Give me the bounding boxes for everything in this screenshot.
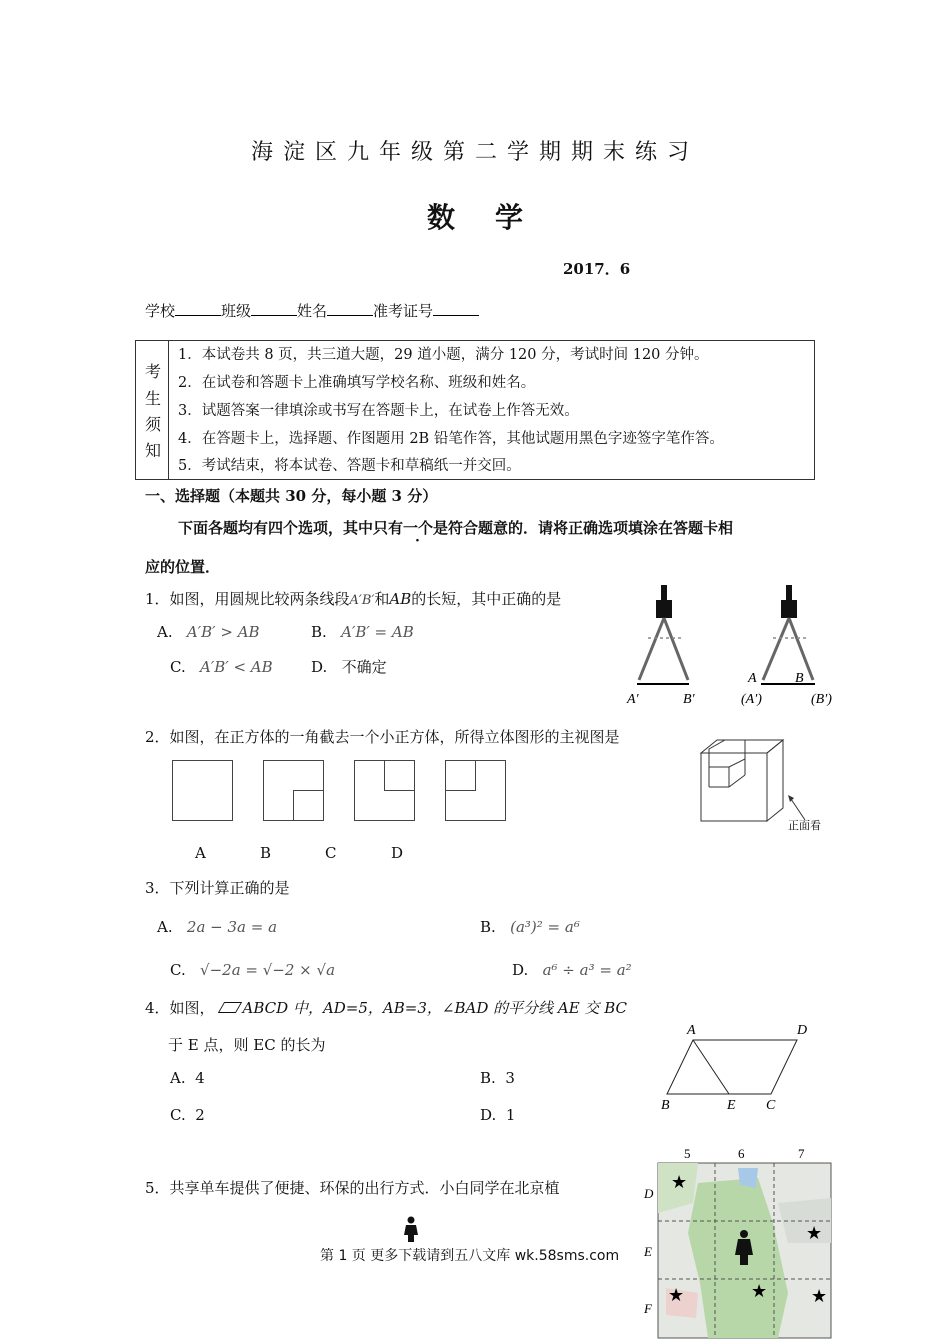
q1-option-a[interactable] [157,623,260,641]
info-fields [145,300,479,321]
option-label: A. [157,623,173,641]
q3-option-b[interactable] [480,918,580,936]
fig-label-c: C [766,1098,776,1113]
q2-option-a[interactable]: A [195,844,206,862]
fig-label-a: A [748,671,757,686]
star-icon: ★ [806,1223,823,1244]
star-icon: ★ [811,1286,828,1307]
option-text: A′B′ < AB [200,658,273,676]
instruction-emphasis: 一个 [403,519,434,537]
option-text: 2 [195,1106,205,1124]
q2-option-c[interactable]: C [325,844,337,862]
star-icon: ★ [751,1281,768,1302]
option-text: A′B′ = AB [341,623,414,641]
option-label: D. [512,961,529,979]
q1-stem [145,588,561,609]
q1-ab: AB [389,590,412,608]
q5-stem: 5．共享单车提供了便捷、环保的出行方式．小白同学在北京植 [145,1179,560,1197]
option-label: C. [170,961,186,979]
notice-label-char: 须 [145,415,162,434]
page-footer: 第 1 页 更多下载请到五八文库 wk.58sms.com [320,1248,620,1264]
parallelogram-icon [217,1002,241,1013]
option-text: a⁶ ÷ a³ = a² [542,961,632,979]
q1-option-b[interactable] [311,623,414,641]
star-icon: ★ [671,1172,688,1193]
q3-option-c[interactable] [170,961,335,979]
notice-item: 3．试题答案一律填涂或书写在答题卡上，在试卷上作答无效。 [178,403,579,419]
q4-option-a[interactable] [170,1069,205,1087]
fig-label-d: D [797,1023,808,1038]
view-direction-label: 正面看 [788,819,821,832]
exam-date: 2017．6 [563,260,631,278]
q4-option-b[interactable] [480,1069,515,1087]
q3-stem: 3．下列计算正确的是 [145,879,290,897]
exam-title: 海淀区九年级第二学期期末练习 [250,140,699,165]
instruction-text: 是符合题意的．请将正确选项填涂在答题卡相 [433,519,734,537]
notice-box [135,340,815,480]
fig-label-b: B [795,671,804,686]
person-icon [404,1216,418,1242]
q1-stem-text: 1．如图，用圆规比较两条线段 [145,590,350,608]
q2-option-b[interactable]: B [260,844,272,862]
option-text: √−2a = √−2 × √a [200,961,336,979]
q2-option-d[interactable]: D [391,844,404,862]
parallelogram-figure [655,1018,825,1118]
section-heading: 一、选择题（本题共 30 分，每小题 3 分） [145,487,438,505]
option-label: B. [480,918,496,936]
q3-option-d[interactable] [512,961,632,979]
option-text: 3 [505,1069,515,1087]
q1-stem-text: 的长短，其中正确的是 [411,590,562,608]
option-label: D. [480,1106,497,1124]
q1-stem-text: 和 [374,590,390,608]
field-school: 学校 [145,302,176,320]
q4-option-d[interactable] [480,1106,515,1124]
option-text: (a³)² = a⁶ [510,918,580,936]
notice-item: 2．在试卷和答题卡上准确填写学校名称、班级和姓名。 [178,375,536,391]
fig-label-a: A [687,1023,696,1038]
map-figure [638,1143,838,1341]
q1-segment: A′B′ [349,593,375,608]
map-row-label: E [644,1244,652,1259]
q1-option-c[interactable] [170,658,273,676]
cube-figure [695,735,835,835]
name-blank[interactable] [327,301,373,316]
q4-stem-cont: 于 E 点，则 EC 的长为 [168,1036,326,1054]
notice-item: 1．本试卷共 8 页，共三道大题，29 道小题，满分 120 分，考试时间 120 分钟。 [178,347,709,363]
instruction-text: 下面各题均有四个选项，其中只有 [178,519,404,537]
class-blank[interactable] [251,301,297,316]
q1-option-d[interactable] [311,656,387,677]
q4-option-c[interactable] [170,1106,205,1124]
option-label: A. [170,1069,186,1087]
id-blank[interactable] [433,301,479,316]
notice-item: 5．考试结束，将本试卷、答题卡和草稿纸一并交回。 [178,458,521,474]
instruction-continued: 应的位置． [145,558,221,576]
q2-view-b [263,760,324,821]
field-name: 姓名 [297,302,328,320]
q2-view-c [354,760,415,821]
option-label: A. [157,918,173,936]
option-label: C. [170,1106,186,1124]
option-text: 不确定 [341,658,387,676]
fig-label-b: B [661,1098,670,1113]
q2-view-a [172,760,233,821]
field-class: 班级 [221,302,252,320]
map-row-label: D [644,1186,654,1201]
option-label: D. [311,658,328,676]
q3-option-a[interactable] [157,918,277,936]
fig-label-e: E [727,1098,736,1113]
field-id: 准考证号 [373,302,434,320]
notice-label-char: 知 [145,441,162,460]
subject-title: 数学 [426,201,563,234]
map-col-label: 7 [798,1146,805,1161]
option-text: 1 [505,1106,516,1124]
q2-view-d [445,760,506,821]
q4-stem-text: 4．如图， [145,999,215,1017]
q2-stem: 2．如图，在正方体的一角截去一个小正方体，所得立体图形的主视图是 [145,728,620,746]
q4-stem [145,997,627,1018]
option-label: B. [480,1069,496,1087]
star-icon: ★ [668,1285,685,1306]
notice-label [136,341,169,479]
map-col-label: 6 [738,1146,745,1161]
notice-label-char: 考 [145,362,162,381]
option-label: B. [311,623,327,641]
option-text: A′B′ > AB [186,623,260,641]
map-row-label: F [644,1301,652,1316]
school-blank[interactable] [175,301,221,316]
q4-stem-text: ABCD 中，AD=5，AB=3，∠BAD 的平分线 AE 交 BC [242,999,627,1017]
option-text: 4 [195,1069,205,1087]
option-text: 2a − 3a = a [186,918,278,936]
fig-label-a-prime: A′ [627,692,639,707]
fig-label-b-paren: (B′) [811,692,832,707]
option-label: C. [170,658,186,676]
map-col-label: 5 [684,1146,691,1161]
fig-label-b-prime: B′ [683,692,695,707]
section-instruction [178,517,733,538]
notice-label-char: 生 [145,389,162,408]
compass-figure [615,580,845,710]
fig-label-a-paren: (A′) [741,692,762,707]
notice-item: 4．在答题卡上，选择题、作图题用 2B 铅笔作答，其他试题用黑色字迹签字笔作答。 [178,431,724,447]
